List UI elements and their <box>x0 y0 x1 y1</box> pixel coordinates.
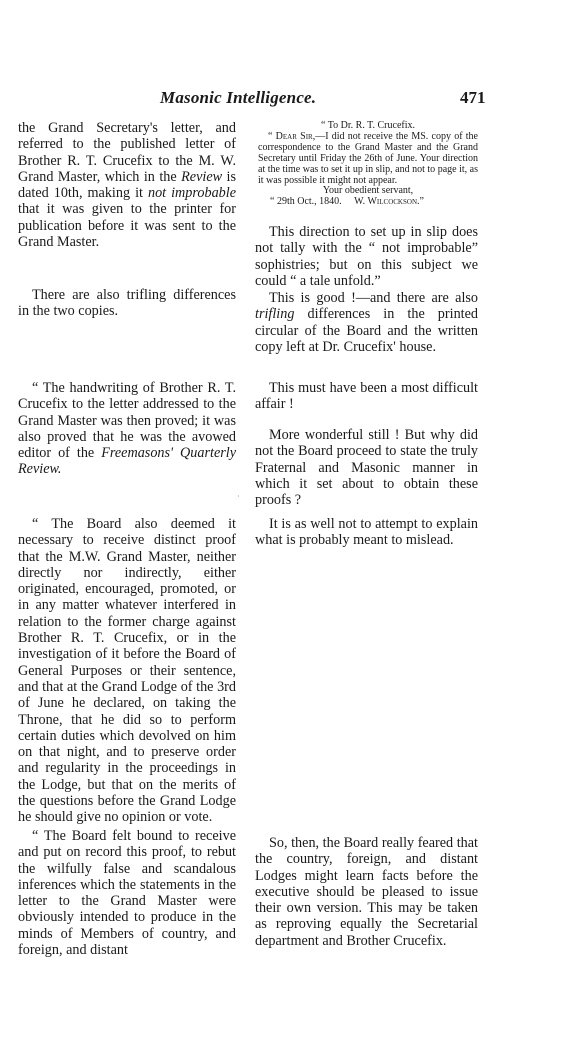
right-paragraph-2 <box>255 290 478 355</box>
text-run: “ The handwriting of Brother R. T. Crucefix to the letter addressed to the Grand Master was then proved; it was also proved that he was the avowed editor of the <box>18 380 236 462</box>
italic-not-improbable: not improbable <box>147 185 236 202</box>
italic-trifling: trifling <box>255 306 295 323</box>
left-paragraph-2: There are also trifling differences in the two copies. <box>18 287 236 320</box>
quoted-letter <box>258 121 478 208</box>
left-paragraph-4: “ The Board also deemed it necessary to receive distinct proof that the M.W. Grand Master, neither directly nor indirectly, either originated, encouraged, promoted, or in any matter whatever interfered in relation to the former charge against Brother R. T. Crucefix, or in the investigation of it before the Board of General Purposes or their sentence, and that at the Grand Lodge of the 3rd of June he declared, on taking the Throne, that he did so to perform certain duties which devolved on him on that night, and to preserve order and regularity in the proceedings in the Lodge, but that on the merits of the questions before the Grand Lodge he should give no opinion or vote. <box>18 516 236 826</box>
right-paragraph-4: More wonderful still ! But why did not the Board proceed to state the truly Fraternal and Masonic manner in which it set about to obtain these proofs ? <box>255 427 478 509</box>
right-paragraph-3: This must have been a most difficult affair ! <box>255 380 478 413</box>
letter-text <box>258 132 478 187</box>
running-title: Masonic Intelligence. <box>160 88 317 107</box>
right-paragraph-6: So, then, the Board really feared that the country, foreign, and distant Lodges might learn facts before the executive should be pleased to issue their own version. This may be taken as reproving equally the Secretarial department and Brother Crucefix. <box>255 835 478 949</box>
margin-mark: · <box>237 492 240 501</box>
letter-closing: Your obedient servant, <box>322 185 414 197</box>
text-run: the Grand Secretary's letter, and referred to the published letter of Brother R. T. Crucefix to the M. W. Grand Master, which in the <box>18 120 236 185</box>
italic-journal-title: Freemasons' Quarterly Review. <box>18 445 236 478</box>
letter-signatory: W. Wilcockson.” <box>354 196 424 208</box>
page-number: 471 <box>460 88 486 107</box>
right-paragraph-1: This direction to set up in slip does not tally with the “ not improbable” sophistries; but on this subject we could “ a tale unfold.” <box>255 224 478 289</box>
left-paragraph-1 <box>18 120 236 250</box>
letter-addressee: “ To Dr. R. T. Crucefix. <box>320 120 415 131</box>
letter-body: —I did not receive the MS. copy of the correspondence to the Grand Master and the Grand Secretary until Friday the 26th of June. Your direction at the time was to set it up in slip, and not to page it, as it was possible it might not appear. <box>258 130 478 186</box>
letter-date-line <box>258 197 478 208</box>
page-header <box>0 88 586 112</box>
left-paragraph-5: “ The Board felt bound to receive and put on record this proof, to rebut the wilfully false and scandalous inferences which the statements in the letter to the Grand Master were obviously intended to produce in the minds of Members of country, and foreign, and distant <box>18 828 236 959</box>
letter-salutation: “ Dear Sir, <box>268 130 316 142</box>
text-run: differences in the printed circular of the Board and the written copy left at Dr. Crucefix' house. <box>255 306 478 355</box>
text-run: is dated 10th, making it <box>18 168 237 202</box>
right-paragraph-5: It is as well not to attempt to explain what is probably meant to mislead. <box>255 516 478 549</box>
left-paragraph-3 <box>18 380 236 478</box>
letter-date: “ 29th Oct., 1840. <box>270 196 342 208</box>
italic-review: Review <box>181 168 223 185</box>
text-run: This is good !—and there are also <box>269 290 478 306</box>
text-run: that it was given to the printer for publication before it was sent to the Grand Master. <box>18 201 236 251</box>
